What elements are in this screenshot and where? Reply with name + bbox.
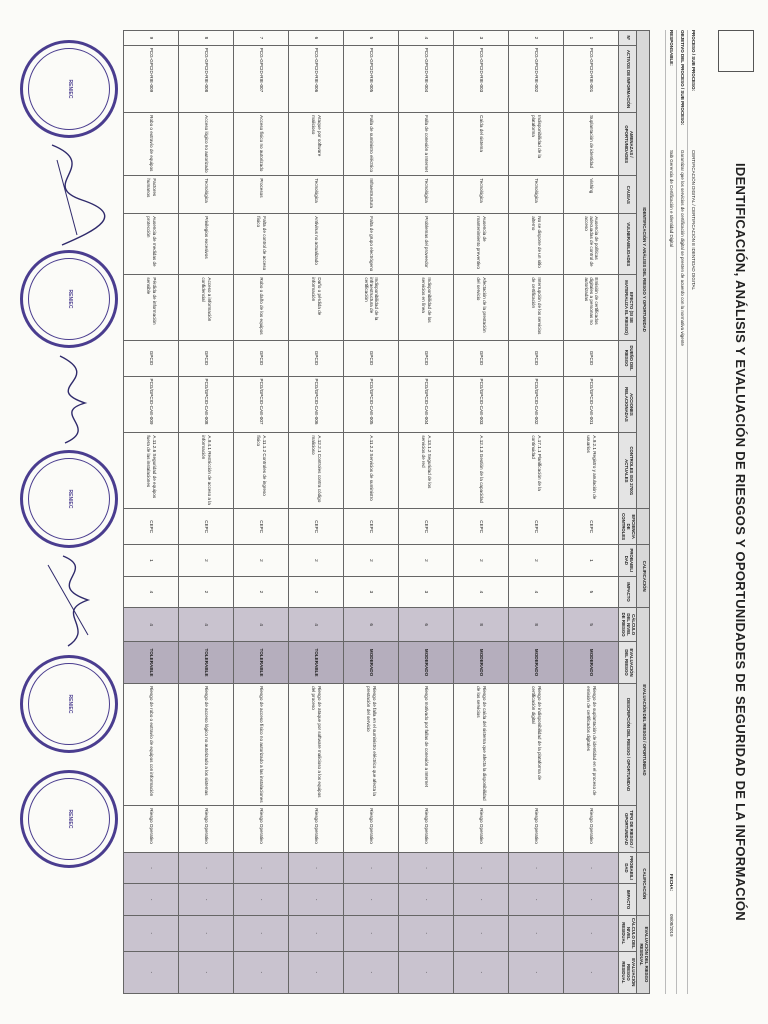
column-header: AMENAZAS / OPORTUNIDADES [619,113,637,176]
cell-n: 9 [124,31,179,46]
cell-n: 1 [564,31,619,46]
cell-efecto: Indisponibilidad de la infraestructura de certificación [344,275,399,340]
signature [34,550,108,650]
group-header-calificacion: CALIFICACIÓN [637,545,650,608]
cell-n: 6 [289,31,344,46]
table-row [234,31,289,994]
cell-tipo: Riesgo Operativo [509,806,564,852]
cell-prob: 1 [124,545,179,577]
cell-dueno: GPCID [179,340,234,376]
column-header: TIPO DE RIESGO / OPORTUNIDAD [619,806,637,852]
cell-imp: 3 [344,576,399,608]
cell-prob: 2 [509,545,564,577]
cell-calc: 4 [289,608,344,642]
cell-eval: TOLERABLE [124,641,179,683]
cell-amenaza: Caída del sistema [454,113,509,176]
cell-prob: 2 [289,545,344,577]
cell-re: - [344,951,399,993]
column-header: CÁLCULO DEL NIVEL RESIDUAL [619,915,637,951]
cell-re: - [234,951,289,993]
fecha-value: 09/08/2019 [669,914,674,937]
cell-re: - [509,951,564,993]
cell-calc: 4 [179,608,234,642]
document-header [698,30,758,994]
cell-re: - [564,951,619,993]
cell-eficiencia: CEPC [234,509,289,545]
cell-causa: Tecnológica [454,176,509,214]
cell-causa: Factores humanos [124,176,179,214]
cell-n: 3 [454,31,509,46]
column-header: CAUSAS [619,176,637,214]
cell-prob: 2 [399,545,454,577]
column-header: IMPACTO [619,884,637,916]
cell-acciones: PCG/GPCID-CAE-006 [289,376,344,433]
cell-efecto: Indisponibilidad de los servicios en línea [399,275,454,340]
table-header-row [619,31,637,994]
cell-rp: - [344,852,399,884]
column-header: ACTIVOS DE INFORMACIÓN [619,45,637,112]
cell-vuln: Privilegios excesivos [179,214,234,275]
cell-eval: MODERADO [454,641,509,683]
cell-acciones: PCG/GPCID-CAE-009 [124,376,179,433]
cell-controles: A.12.1.3 Gestión de la capacidad [454,433,509,509]
cell-imp: 5 [564,576,619,608]
cell-activo: PCG-GPCID-RIE-008 [179,45,234,112]
cell-ri: - [289,884,344,916]
cell-imp: 2 [234,576,289,608]
page-title: IDENTIFICACIÓN, ANÁLISIS Y EVALUACIÓN DE RIESGOS Y OPORTUNIDADES DE SEGURIDAD DE LA INFORMACIÓN [733,162,748,921]
column-header: EVALUACIÓN RIESGO RESIDUAL [619,951,637,993]
cell-amenaza: Suplantación de identidad [564,113,619,176]
cell-tipo: Riesgo Operativo [179,806,234,852]
cell-vuln: Ausencia de mantenimiento preventivo [454,214,509,275]
signature [32,348,110,448]
cell-re: - [124,951,179,993]
cell-causa: Vishing [564,176,619,214]
cell-tipo: Riesgo Operativo [399,806,454,852]
cell-efecto: Acceso a información confidencial [179,275,234,340]
column-header: ACCIONES RELACIONADAS [619,376,637,433]
seal-text: RENIEC [66,809,73,829]
cell-ri: - [454,884,509,916]
cell-amenaza: Falla de suministro eléctrico [344,113,399,176]
cell-vuln: Falta de control de acceso físico [234,214,289,275]
cell-calc: 8 [454,608,509,642]
cell-controles: A.13.1.2 Seguridad de los servicios de red [399,433,454,509]
cell-rc: - [289,915,344,951]
cell-rc: - [124,915,179,951]
official-seal [20,250,118,348]
cell-desc: Riesgo de indisponibilidad de la plataforma de certificación digital [509,684,564,806]
cell-vuln: Ausencia de medidas de protección [124,214,179,275]
cell-desc: Riesgo de acceso físico no autorizado a las instalaciones [234,684,289,806]
cell-eval: MODERADO [399,641,454,683]
cell-desc: Riesgo de robo o extravío de equipos con información [124,684,179,806]
cell-controles: A.12.2.1 Controles contra código malicioso [289,433,344,509]
cell-ri: - [344,884,399,916]
cell-rc: - [454,915,509,951]
document-meta [665,30,698,994]
cell-causa: Tecnológica [289,176,344,214]
column-header: EVALUACIÓN DEL RIESGO [619,641,637,683]
fecha-label: FECHA: [669,874,674,891]
cell-imp: 3 [399,576,454,608]
cell-rp: - [289,852,344,884]
cell-rp: - [179,852,234,884]
column-header: VULNERABILIDADES [619,214,637,275]
cell-ri: - [124,884,179,916]
column-header: EFECTO (SI SE MATERIALIZA EL RIESGO) [619,275,637,340]
cell-causa: Infraestructura [344,176,399,214]
cell-eval: MODERADO [344,641,399,683]
cell-re: - [399,951,454,993]
column-header: IMPACTO [619,576,637,608]
cell-rc: - [399,915,454,951]
cell-tipo: Riesgo Operativo [344,806,399,852]
cell-prob: 1 [564,545,619,577]
cell-efecto: Interrupción de los servicios de certificación [509,275,564,340]
seal-text: RENIEC [66,289,73,309]
cell-rp: - [454,852,509,884]
cell-acciones: PCG/GPCID-CAE-004 [399,376,454,433]
cell-amenaza: Acceso físico no autorizado [234,113,289,176]
cell-activo: PCG-GPCID-RIE-003 [454,45,509,112]
cell-imp: 4 [509,576,564,608]
cell-dueno: GPCID [509,340,564,376]
column-header: CONTROLES ISO 27001 ACTUALES [619,433,637,509]
cell-desc: Riesgo de suplantación de identidad en el proceso de emisión de certificados digitales [564,684,619,806]
meta-row-objetivo [676,30,687,994]
table-row [454,31,509,994]
cell-causa: Tecnológica [399,176,454,214]
cell-rc: - [509,915,564,951]
cell-calc: 5 [564,608,619,642]
cell-eficiencia: CEPC [179,509,234,545]
cell-activo: PCG-GPCID-RIE-009 [124,45,179,112]
cell-controles: A.11.1.2 Controles de ingreso físico [234,433,289,509]
seal-text: RENIEC [66,79,73,99]
cell-eficiencia: CEPC [454,509,509,545]
cell-desc: Riesgo de ataque por software malicioso a los equipos del proceso [289,684,344,806]
cell-rp: - [234,852,289,884]
cell-eficiencia: CEPC [344,509,399,545]
column-header: DESCRIPCIÓN DEL RIESGO / OPORTUNIDAD [619,684,637,806]
cell-prob: 2 [179,545,234,577]
cell-calc: 6 [399,608,454,642]
cell-dueno: GPCID [234,340,289,376]
official-seal [20,770,118,868]
cell-eficiencia: CEPC [124,509,179,545]
table-row [124,31,179,994]
objetivo-label: OBJETIVO DEL PROCESO / SUB PROCESO: [680,30,685,126]
cell-ri: - [509,884,564,916]
objetivo-value: Garantizar que los servicios de certificación digital se presten de acuerdo con la normativa vigente [680,150,685,346]
cell-amenaza: Acceso lógico no autorizado [179,113,234,176]
cell-re: - [289,951,344,993]
column-header: DUEÑO DEL RIESGO [619,340,637,376]
cell-vuln: No se dispone de un sitio alterno [509,214,564,275]
cell-amenaza: Falla de conexión a Internet [399,113,454,176]
cell-activo: PCG-GPCID-RIE-006 [289,45,344,112]
official-seal [20,655,118,753]
risk-table [123,30,650,994]
cell-desc: Riesgo de caída del sistema que afecta la disponibilidad de los servicios [454,684,509,806]
cell-calc: 6 [344,608,399,642]
cell-controles: A.9.4.1 Restricción de acceso a la información [179,433,234,509]
group-header-calificacion-residual: CALIFICACIÓN [637,852,650,915]
cell-efecto: Afectación de la prestación del servicio [454,275,509,340]
cell-activo: PCG-GPCID-RIE-007 [234,45,289,112]
cell-rp: - [124,852,179,884]
cell-desc: Riesgo de falla en el suministro eléctrico que afecta la prestación del servicio [344,684,399,806]
group-header-evaluacion: EVALUACIÓN DEL RIESGO / OPORTUNIDAD [637,608,650,852]
cell-amenaza: Indisponibilidad de la plataforma [509,113,564,176]
cell-imp: 2 [289,576,344,608]
logo [718,30,754,72]
table-row [289,31,344,994]
cell-rc: - [234,915,289,951]
cell-tipo: Riesgo Operativo [234,806,289,852]
cell-prob: 2 [344,545,399,577]
cell-tipo: Riesgo Operativo [454,806,509,852]
cell-eval: TOLERABLE [289,641,344,683]
cell-efecto: Robo o daño de los equipos [234,275,289,340]
cell-eval: MODERADO [564,641,619,683]
seal-text: RENIEC [66,694,73,714]
table-row [564,31,619,994]
table-row [399,31,454,994]
table-group-header-row [637,31,650,994]
cell-imp: 4 [454,576,509,608]
cell-desc: Riesgo de acceso lógico no autorizado a los sistemas [179,684,234,806]
table-row [344,31,399,994]
cell-prob: 2 [234,545,289,577]
cell-acciones: PCG/GPCID-CAE-002 [509,376,564,433]
table-body [124,31,619,994]
responsable-label: RESPONSABLE: [669,30,674,66]
cell-calc: 4 [234,608,289,642]
column-header: PROBABILIDAD [619,852,637,884]
cell-ri: - [234,884,289,916]
cell-imp: 2 [179,576,234,608]
cell-tipo: Riesgo Operativo [564,806,619,852]
group-header-eficiencia [637,509,650,545]
cell-vuln: Problemas del proveedor [399,214,454,275]
cell-controles: A.11.2.6 Seguridad de equipos fuera de las instalaciones [124,433,179,509]
cell-ri: - [179,884,234,916]
cell-acciones: PCG/GPCID-CAE-001 [564,376,619,433]
cell-eficiencia: CEPC [399,509,454,545]
cell-causa: Tecnológica [509,176,564,214]
group-header-identificacion: IDENTIFICACIÓN Y ANÁLISIS DEL RIESGO Y OPORTUNIDAD [637,31,650,509]
stamps-area [12,30,132,994]
cell-eficiencia: CEPC [509,509,564,545]
cell-n: 5 [344,31,399,46]
cell-calc: 4 [124,608,179,642]
signature [32,140,112,250]
cell-vuln: Antivirus no actualizado [289,214,344,275]
cell-tipo: Riesgo Operativo [289,806,344,852]
cell-re: - [179,951,234,993]
cell-controles: A.11.2.2 Servicios de suministro [344,433,399,509]
cell-dueno: GPCID [289,340,344,376]
cell-acciones: PCG/GPCID-CAE-005 [344,376,399,433]
proceso-label: PROCESO / SUB PROCESO: [691,30,696,92]
seal-text: RENIEC [66,489,73,509]
cell-rc: - [564,915,619,951]
cell-amenaza: Robo o extravío de equipos [124,113,179,176]
cell-dueno: GPCID [399,340,454,376]
cell-eval: MODERADO [509,641,564,683]
cell-calc: 8 [509,608,564,642]
table-row [509,31,564,994]
cell-causa: Procesos [234,176,289,214]
cell-n: 8 [179,31,234,46]
column-header: CÁLCULO DEL NIVEL DE RIESGO [619,608,637,642]
official-seal [20,450,118,548]
cell-dueno: GPCID [344,340,399,376]
cell-controles: A.17.1.1 Planificación de la continuidad [509,433,564,509]
cell-prob: 2 [454,545,509,577]
cell-acciones: PCG/GPCID-CAE-007 [234,376,289,433]
cell-rp: - [564,852,619,884]
proceso-value: CERTIFICACIÓN DIGITAL / CERTIFICACIÓN E IDENTIDAD DIGITAL [691,150,696,291]
cell-activo: PCG-GPCID-RIE-001 [564,45,619,112]
cell-amenaza: Ataque por software malicioso [289,113,344,176]
cell-vuln: Falta de grupo electrógeno [344,214,399,275]
cell-dueno: GPCID [124,340,179,376]
meta-row-responsable [665,30,676,994]
cell-n: 4 [399,31,454,46]
cell-causa: Tecnológica [179,176,234,214]
cell-acciones: PCG/GPCID-CAE-008 [179,376,234,433]
group-header-residual: EVALUACIÓN DEL RIESGO RESIDUAL [637,915,650,993]
cell-efecto: Pérdida de información sensible [124,275,179,340]
meta-row-proceso [687,30,698,994]
cell-dueno: GPCID [454,340,509,376]
cell-efecto: Daño o pérdida de información [289,275,344,340]
cell-controles: A.9.2.1 Registro y anulación de usuarios [564,433,619,509]
cell-n: 7 [234,31,289,46]
cell-vuln: Ausencia de políticas adecuadas de control de acceso [564,214,619,275]
cell-efecto: Emisión de certificados digitales a personas no autorizadas [564,275,619,340]
cell-activo: PCG-GPCID-RIE-004 [399,45,454,112]
cell-rp: - [399,852,454,884]
official-seal [20,40,118,138]
column-header: PROBABILIDAD [619,545,637,577]
cell-re: - [454,951,509,993]
cell-acciones: PCG/GPCID-CAE-003 [454,376,509,433]
column-header: EFICIENCIA DE CONTROLES [619,509,637,545]
column-header: N° [619,31,637,46]
cell-tipo: Riesgo Operativo [124,806,179,852]
cell-desc: Riesgo motivado por fallas de conexión a Internet [399,684,454,806]
cell-ri: - [399,884,454,916]
cell-rp: - [509,852,564,884]
cell-eficiencia: CEPC [289,509,344,545]
cell-activo: PCG-GPCID-RIE-005 [344,45,399,112]
cell-rc: - [179,915,234,951]
cell-activo: PCG-GPCID-RIE-002 [509,45,564,112]
cell-rc: - [344,915,399,951]
cell-eficiencia: CEPC [564,509,619,545]
cell-eval: TOLERABLE [234,641,289,683]
table-row [179,31,234,994]
cell-imp: 4 [124,576,179,608]
responsable-value: Sub Gerencia de Certificación e Identidad Digital [669,150,674,248]
cell-n: 2 [509,31,564,46]
cell-eval: TOLERABLE [179,641,234,683]
cell-ri: - [564,884,619,916]
cell-dueno: GPCID [564,340,619,376]
